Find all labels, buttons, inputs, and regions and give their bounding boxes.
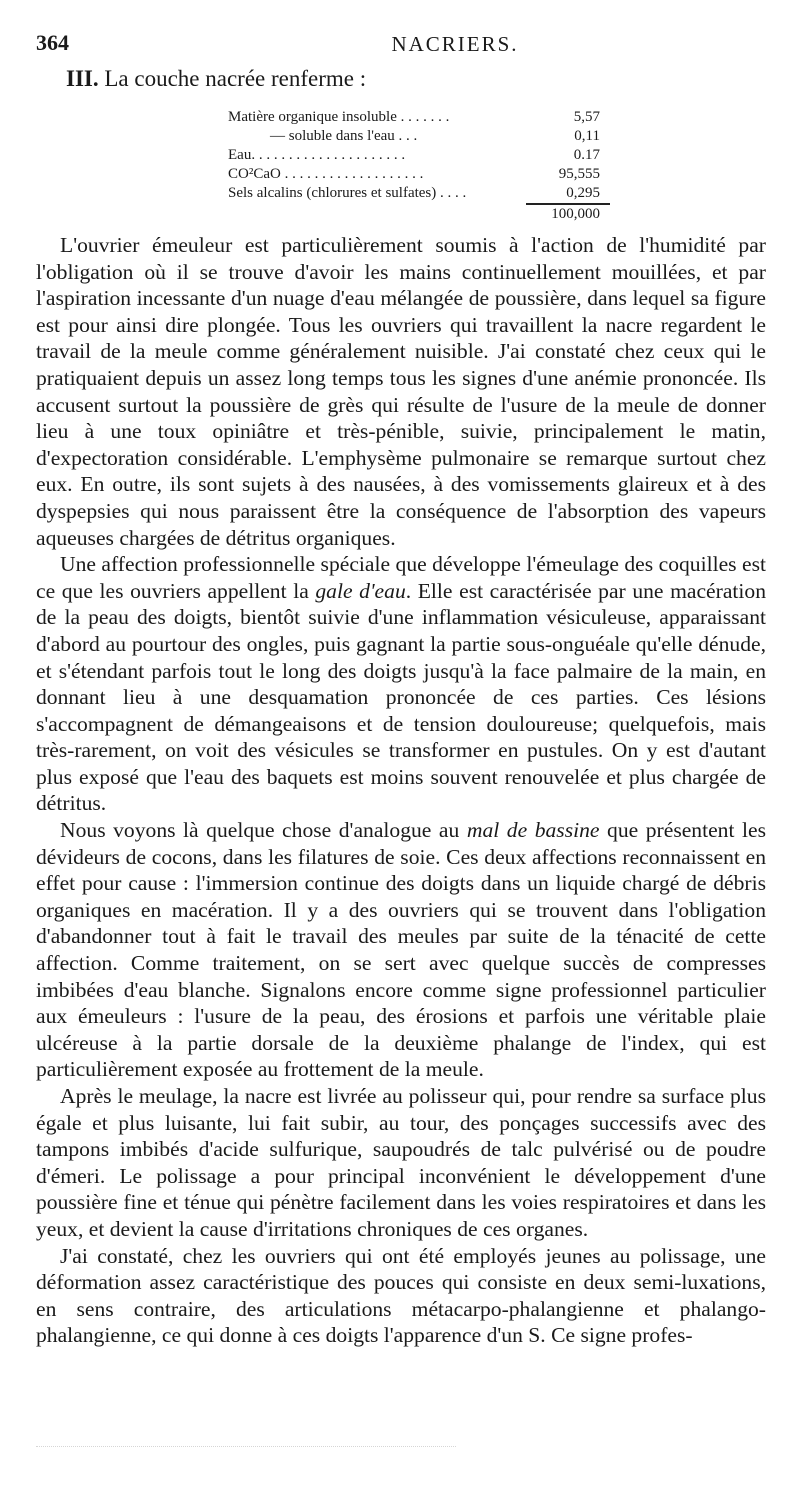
paragraph-2-end: . Elle est caractérisée par une macération de la peau des doigts, bientôt suivie d'une inflammation vésiculeuse, apparaissant d'abord au pourtour des ongles, puis gagnant la partie sous-onguéale qu'elle dénude, et s'étendant parfois tout le long des doigts jusqu'à la face palmaire de la main, en donnant lieu à une desquamation prononcée de ces parties. Ces lésions s'accompagnent de démangeaisons et de tension douloureuse; quelquefois, mais très-rarement, on voit des vésicules se transformer en pustules. On y est d'autant plus exposé que l'eau des baquets est moins souvent renouvelée et plus chargée de détritus. [36, 578, 767, 816]
composition-value: 5,57 [573, 109, 600, 125]
page-number: 364 [36, 30, 69, 55]
composition-value: 0,295 [566, 185, 600, 201]
composition-row [228, 184, 612, 203]
composition-value: 0,11 [574, 128, 600, 144]
composition-label: Matière organique insoluble . . . . . . . [228, 109, 450, 125]
paragraph-4: Après le meulage, la nacre est livrée au polisseur qui, pour rendre sa surface plus égale et plus luisante, lui fait subir, au tour, des ponçages successifs avec des tampons imbibés d'acide sulfurique, saupoudrés de talc pulvérisé ou de poudre d'émeri. Le polissage a pour principal inconvénient le développement d'une poussière fine et ténue qui pénètre facilement dans les voies respiratoires et dans les yeux, et devient la cause d'irritations chroniques de ces organes. [36, 1084, 766, 1241]
term-mal-de-bassine: mal de bassine [466, 818, 600, 843]
composition-label: — soluble dans l'eau . . . [270, 128, 418, 144]
paragraph-1: L'ouvrier émeuleur est particulièrement soumis à l'action de l'humidité par l'obligation où il se trouve d'avoir les mains continuellement mouillées, et par l'aspiration incessante d'un nuage d'eau mélangée de poussière, dans lequel sa figure est pour ainsi dire plongée. Tous les ouvriers qui travaillent la nacre regardent le travail de la meule comme généralement nuisible. J'ai constaté chez ceux qui le pratiquaient depuis un assez long temps tous les signes d'une anémie prononcée. Ils accusent surtout la poussière de grès qui résulte de l'usure de la meule de donner lieu à une toux opiniâtre et très-pénible, suivie, principalement le matin, d'expectoration considérable. L'emphysème pulmonaire se remarque surtout chez eux. En outre, ils sont sujets à des nausées, à des vomissements glaireux et à des dyspepsies qui nous paraissent être la conséquence de l'absorption des vapeurs aqueuses chargées de détritus organiques. [36, 233, 766, 550]
composition-label: Eau. . . . . . . . . . . . . . . . . . . . . [228, 147, 406, 163]
paragraph-3-start: Nous voyons là quelque chose d'analogue au [60, 818, 460, 843]
composition-row [228, 127, 612, 146]
composition-row [228, 146, 612, 165]
paragraph-5: J'ai constaté, chez les ouvriers qui ont été employés jeunes au polissage, une déformation assez caractéristique des pouces qui consiste en deux semi-luxations, en sens contraire, des articulations métacarpo-phalangienne et phalango-phalangienne, ce qui donne à ces doigts l'apparence d'un S. Ce signe profes- [36, 1243, 766, 1348]
paragraph-3 [36, 817, 766, 1083]
composition-label: CO²CaO . . . . . . . . . . . . . . . . . . . [228, 166, 424, 182]
footer-divider [36, 1446, 456, 1447]
composition-table [228, 108, 612, 203]
section-intro-text: La couche nacrée renferme : [104, 66, 367, 91]
total-rule [526, 203, 610, 205]
paragraph-2-start: Une affection professionnelle spéciale que développe l'émeulage des coquilles est ce que les ouvriers appellent la [36, 552, 766, 603]
body-text [36, 232, 766, 1349]
composition-row [228, 165, 612, 184]
page-header [36, 30, 764, 60]
section-intro [66, 66, 366, 92]
composition-row [228, 108, 612, 127]
composition-label: Sels alcalins (chlorures et sulfates) . . . . [228, 185, 467, 201]
composition-value: 95,555 [558, 166, 600, 182]
composition-total: 100,000 [551, 206, 600, 222]
composition-value: 0.17 [573, 147, 600, 163]
term-gale-d-eau: gale d'eau [315, 578, 406, 603]
paragraph-3-end: que présentent les dévideurs de cocons, dans les filatures de soie. Ces deux affections reconnaissent en effet pour cause : l'immersion continue des doigts dans un liquide chargé de débris organiques en macération. Il y a des ouvriers qui se trouvent dans l'obligation d'abandonner tout à fait le travail des meules par suite de la ténacité de cette affection. Comme traitement, on se sert avec quelque succès de compresses imbibées d'eau blanche. Signalons encore comme signe professionnel particulier aux émeuleurs : l'usure de la peau, des érosions et parfois une véritable plaie ulcéreuse à la partie dorsale de la deuxième phalange de l'index, qui est particulièrement exposée au frottement de la meule. [36, 818, 767, 1082]
paragraph-2 [36, 551, 766, 817]
section-number: III. [66, 66, 99, 91]
running-head: NACRIERS. [391, 32, 519, 56]
